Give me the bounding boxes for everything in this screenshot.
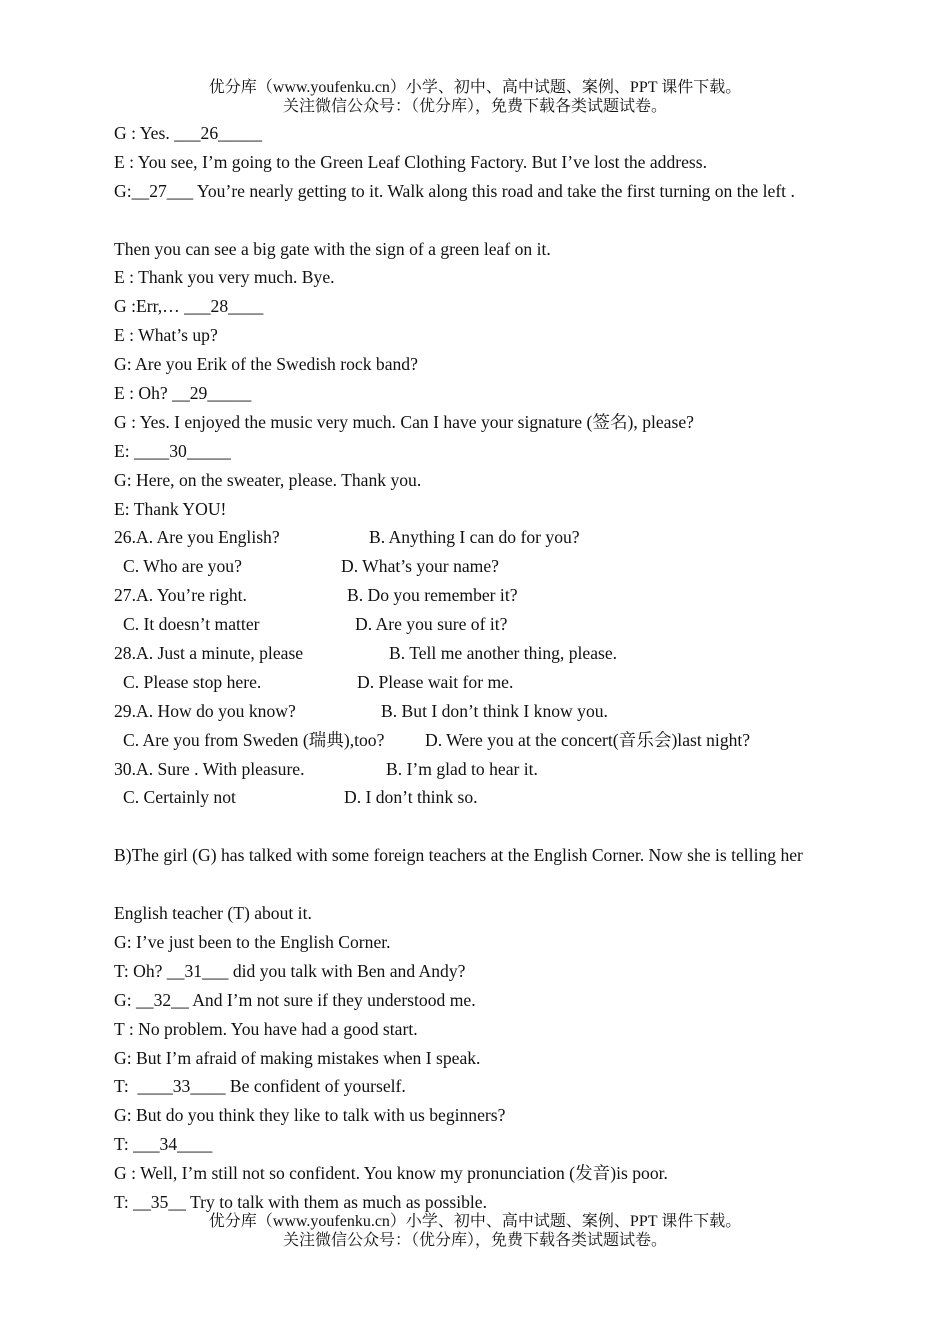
option-27-a: 27.A. You’re right.	[114, 585, 247, 606]
dialogue-line: T: Oh? __31___ did you talk with Ben and Andy?	[114, 960, 466, 981]
option-row-q26-cd	[114, 552, 914, 581]
dialogue-line: E : Oh? __29_____	[114, 383, 252, 404]
dialogue-line: G: But do you think they like to talk with us beginners?	[114, 1105, 506, 1126]
footer-line-1: 优分库（www.youfenku.cn）小学、初中、高中试题、案例、PPT 课件下载。	[208, 1213, 742, 1230]
option-29-c: C. Are you from Sweden (瑞典),too?	[123, 729, 385, 750]
dialogue-line: E: ____30_____	[114, 440, 231, 461]
option-row-q27-cd	[114, 610, 914, 639]
dialogue-line: G :Err,… ___28____	[114, 296, 264, 317]
option-28-b: B. Tell me another thing, please.	[389, 643, 618, 664]
dialogue-line: E : You see, I’m going to the Green Leaf Clothing Factory. But I’ve lost the address.	[114, 151, 708, 172]
page-footer	[0, 1212, 950, 1250]
dialogue-line: T: __35__ Try to talk with them as much as possible.	[114, 1191, 487, 1212]
option-29-d: D. Were you at the concert(音乐会)last night?	[425, 729, 751, 750]
section-b-intro-continued: English teacher (T) about it.	[114, 903, 312, 924]
dialogue-line: Then you can see a big gate with the sign of a green leaf on it.	[114, 238, 551, 259]
option-30-a: 30.A. Sure . With pleasure.	[114, 758, 305, 779]
dialogue-line: T: ___34____	[114, 1134, 213, 1155]
dialogue-line: G: I’ve just been to the English Corner.	[114, 931, 391, 952]
dialogue-line: G: __32__ And I’m not sure if they understood me.	[114, 989, 476, 1010]
dialogue-line: E : Thank you very much. Bye.	[114, 267, 335, 288]
header-line-1: 优分库（www.youfenku.cn）小学、初中、高中试题、案例、PPT 课件下载。	[208, 79, 742, 96]
option-28-d: D. Please wait for me.	[357, 671, 514, 692]
option-row-q30-cd	[114, 783, 914, 812]
option-row-q27-ab	[114, 581, 914, 610]
option-29-a: 29.A. How do you know?	[114, 700, 296, 721]
document-body	[114, 119, 914, 1217]
blank-line	[114, 870, 914, 899]
option-30-b: B. I’m glad to hear it.	[386, 758, 538, 779]
dialogue-line: G: But I’m afraid of making mistakes when I speak.	[114, 1047, 481, 1068]
blank-line	[114, 206, 914, 235]
page-header	[0, 78, 950, 116]
option-row-q28-ab	[114, 639, 914, 668]
dialogue-line: E: Thank YOU!	[114, 498, 227, 519]
option-27-d: D. Are you sure of it?	[355, 614, 508, 635]
option-row-q29-cd	[114, 726, 914, 755]
dialogue-line: T : No problem. You have had a good start.	[114, 1018, 418, 1039]
section-b-intro: B)The girl (G) has talked with some foreign teachers at the English Corner. Now she is telling her	[114, 845, 803, 866]
option-27-c: C. It doesn’t matter	[123, 614, 260, 635]
dialogue-line: T: ____33____ Be confident of yourself.	[114, 1076, 406, 1097]
option-30-d: D. I don’t think so.	[344, 787, 478, 808]
dialogue-line: E : What’s up?	[114, 325, 218, 346]
dialogue-line: G: Are you Erik of the Swedish rock band?	[114, 354, 418, 375]
dialogue-line: G : Yes. I enjoyed the music very much. Can I have your signature (签名), please?	[114, 411, 694, 432]
option-29-b: B. But I don’t think I know you.	[381, 700, 608, 721]
option-30-c: C. Certainly not	[123, 787, 236, 808]
dialogue-line: G:__27___ You’re nearly getting to it. Walk along this road and take the first turning on the left .	[114, 180, 795, 201]
option-26-c: C. Who are you?	[123, 556, 242, 577]
option-row-q30-ab	[114, 755, 914, 784]
option-26-b: B. Anything I can do for you?	[369, 527, 580, 548]
dialogue-line: G: Here, on the sweater, please. Thank you.	[114, 469, 422, 490]
option-27-b: B. Do you remember it?	[347, 585, 518, 606]
option-26-a: 26.A. Are you English?	[114, 527, 280, 548]
footer-line-2: 关注微信公众号：（优分库），免费下载各类试题试卷。	[282, 1232, 667, 1249]
header-line-2: 关注微信公众号：（优分库），免费下载各类试题试卷。	[282, 98, 667, 115]
option-row-q26-ab	[114, 523, 914, 552]
option-row-q29-ab	[114, 697, 914, 726]
option-26-d: D. What’s your name?	[341, 556, 499, 577]
blank-line	[114, 812, 914, 841]
option-28-c: C. Please stop here.	[123, 671, 262, 692]
dialogue-line: G : Well, I’m still not so confident. You know my pronunciation (发音)is poor.	[114, 1163, 668, 1184]
option-row-q28-cd	[114, 668, 914, 697]
dialogue-line: G : Yes. ___26_____	[114, 123, 263, 143]
option-28-a: 28.A. Just a minute, please	[114, 643, 304, 664]
